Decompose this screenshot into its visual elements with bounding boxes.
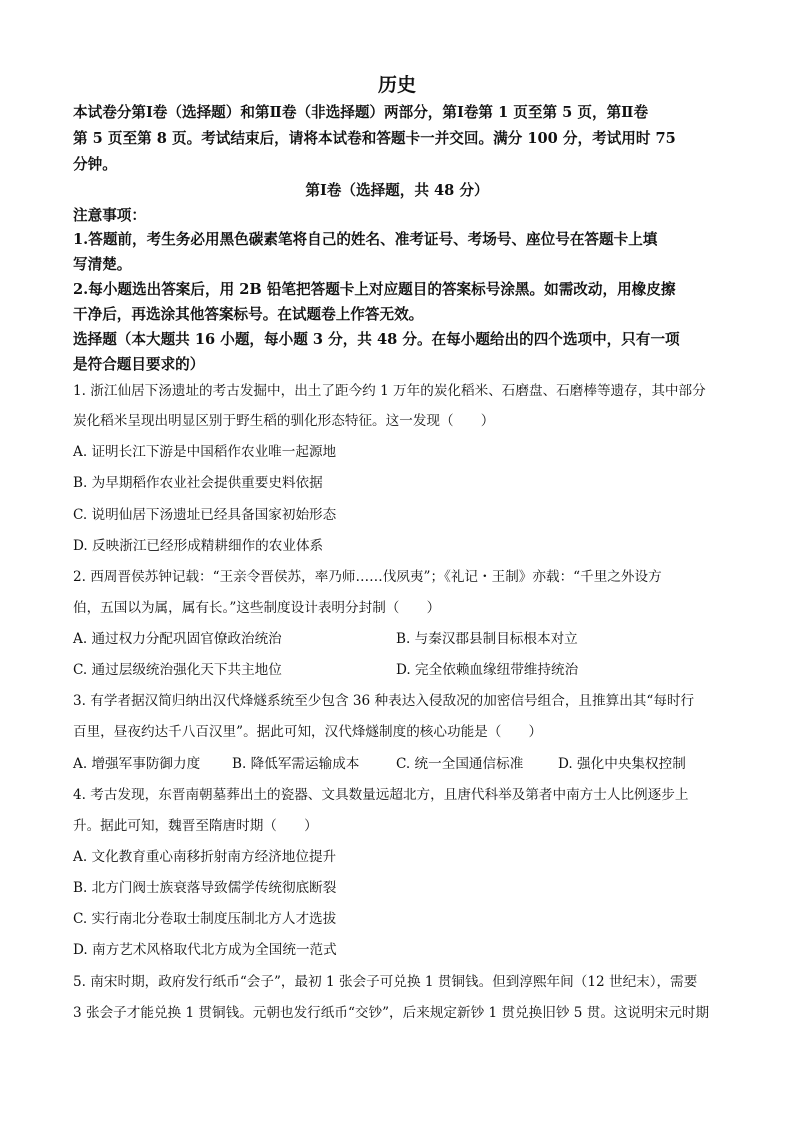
q5-stem-line-1: 5. 南宋时期，政府发行纸币“会子”，最初 1 张会子可兑换 1 贯铜钱。但到淳熙年间（12 世纪末），需要 (73, 974, 698, 990)
q4-option-b: B. 北方门阀士族衰落导致儒学传统彻底断裂 (73, 880, 337, 896)
q2-stem-line-1: 2. 西周晋侯苏钟记载：“王亲令晋侯苏，率乃师……伐夙夷”；《礼记・王制》亦载：“千里之外设方 (73, 569, 662, 585)
q1-option-c: C. 说明仙居下汤遗址已经具备国家初始形态 (73, 507, 337, 523)
intro-line-2: 第 5 页至第 8 页。考试结束后，请将本试卷和答题卡一并交回。满分 100 分，考试用时 75 (73, 130, 676, 147)
q3-stem-line-2: 百里，昼夜约达千八百汉里”。据此可知，汉代烽燧制度的核心功能是（ ） (73, 724, 543, 740)
note-2-line-2: 干净后，再选涂其他答案标号。在试题卷上作答无效。 (73, 306, 424, 323)
q4-stem-line-1: 4. 考古发现，东晋南朝墓葬出土的瓷器、文具数量远超北方，且唐代科举及第者中南方士人比例逐步上 (73, 787, 689, 803)
q1-stem-line-1: 1. 浙江仙居下汤遗址的考古发掘中，出土了距今约 1 万年的炭化稻米、石磨盘、石磨棒等遗存，其中部分 (73, 383, 706, 399)
q3-option-b: B. 降低军需运输成本 (232, 756, 360, 772)
q1-option-b: B. 为早期稻作农业社会提供重要史料依据 (73, 475, 323, 491)
notes-heading: 注意事项： (73, 207, 146, 224)
choice-instructions-line-2: 是符合题目要求的） (73, 356, 205, 373)
q1-stem-line-2: 炭化稻米呈现出明显区别于野生稻的驯化形态特征。这一发现（ ） (73, 413, 495, 429)
page-title: 历史 (377, 74, 416, 96)
q4-option-c: C. 实行南北分卷取士制度压制北方人才选拔 (73, 911, 337, 927)
intro-line-1: 本试卷分第Ⅰ卷（选择题）和第Ⅱ卷（非选择题）两部分，第Ⅰ卷第 1 页至第 5 页，第Ⅱ卷 (73, 104, 649, 121)
q1-option-a: A. 证明长江下游是中国稻作农业唯一起源地 (73, 444, 337, 460)
note-2-line-1: 2.每小题选出答案后，用 2B 铅笔把答题卡上对应题目的答案标号涂黑。如需改动，用橡皮擦 (73, 281, 676, 298)
q3-option-c: C. 统一全国通信标准 (396, 756, 524, 772)
q3-stem-line-1: 3. 有学者据汉简归纳出汉代烽燧系统至少包含 36 种表达入侵敌况的加密信号组合，且推算出其“每时行 (73, 693, 695, 709)
q2-option-d: D. 完全依赖血缘纽带维持统治 (396, 662, 579, 678)
q4-option-a: A. 文化教育重心南移折射南方经济地位提升 (73, 849, 337, 865)
q1-option-d: D. 反映浙江已经形成精耕细作的农业体系 (73, 538, 324, 554)
q2-stem-line-2: 伯，五国以为属，属有长。”这些制度设计表明分封制（ ） (73, 600, 441, 616)
q4-stem-line-2: 升。据此可知，魏晋至隋唐时期（ ） (73, 818, 318, 834)
q5-stem-line-2: 3 张会子才能兑换 1 贯铜钱。元朝也发行纸币“交钞”，后来规定新钞 1 贯兑换旧钞 5 贯。这说明宋元时期 (73, 1005, 710, 1021)
section-title: 第Ⅰ卷（选择题，共 48 分） (305, 182, 489, 199)
q2-option-a: A. 通过权力分配巩固官僚政治统治 (73, 631, 282, 647)
q2-option-c: C. 通过层级统治强化天下共主地位 (73, 662, 282, 678)
q4-option-d: D. 南方艺术风格取代北方成为全国统一范式 (73, 942, 337, 958)
q3-option-a: A. 增强军事防御力度 (73, 756, 201, 772)
note-1-line-1: 1.答题前，考生务必用黑色碳素笔将自己的姓名、准考证号、考场号、座位号在答题卡上填 (73, 231, 658, 248)
intro-line-3: 分钟。 (73, 156, 117, 173)
q3-option-d: D. 强化中央集权控制 (558, 756, 686, 772)
note-1-line-2: 写清楚。 (73, 256, 132, 273)
choice-instructions-line-1: 选择题（本大题共 16 小题，每小题 3 分，共 48 分。在每小题给出的四个选项中，只有一项 (73, 331, 680, 348)
q2-option-b: B. 与秦汉郡县制目标根本对立 (396, 631, 578, 647)
